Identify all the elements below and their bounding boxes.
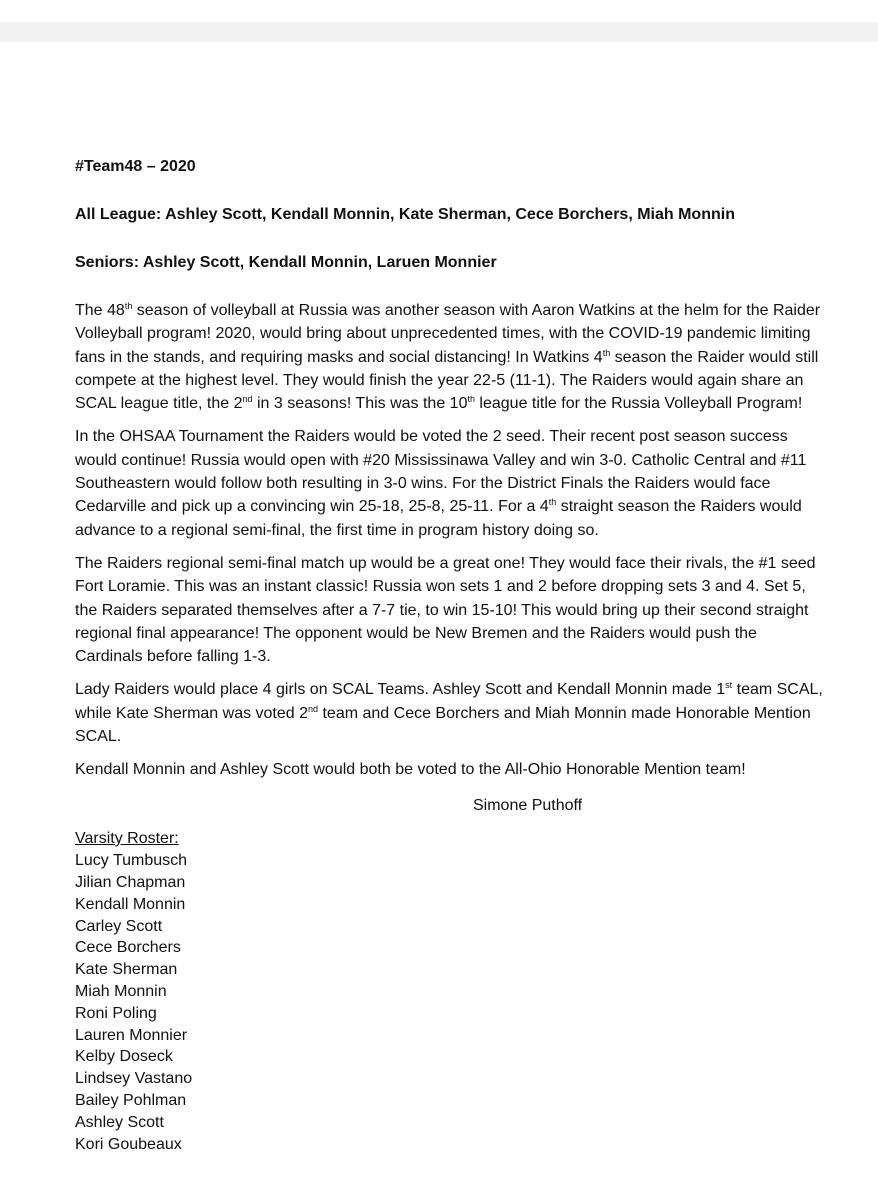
text-run: In the OHSAA Tournament the Raiders would be voted the 2 seed. Their recent post season success would continue! Russia would open with #20 Mississinawa Valley and win 3-0. Catholic Central and #11 Southeastern would follow both resulting in 3-0 wins. For the District Finals the Raiders would face Cedarville and pick up a convincing win 25-18, 25-8, 25-11. For a 4	[75, 428, 807, 516]
roster-title: Varsity Roster:	[75, 829, 179, 847]
text-run: Lady Raiders would place 4 girls on SCAL Teams. Ashley Scott and Kendall Monnin made 1	[75, 681, 726, 699]
superscript: th	[124, 301, 133, 311]
text-run: team and Cece Borchers and Miah Monnin made Honorable Mention SCAL.	[75, 704, 811, 746]
superscript: nd	[308, 703, 319, 714]
roster-item: Carley Scott	[75, 917, 163, 935]
roster-item: Cece Borchers	[75, 939, 181, 957]
paragraph-scal-teams	[75, 678, 825, 748]
roster-item: Jilian Chapman	[75, 874, 186, 892]
text-run: season the Raider would still compete at the highest level. They would finish the year 22-5 (11-1). The Raiders would again share an SCAL league title, the 2	[75, 348, 819, 413]
superscript: th	[602, 347, 611, 358]
author-signature: Simone Puthoff	[473, 796, 583, 814]
roster-item: Miah Monnin	[75, 983, 167, 1001]
roster-item: Lucy Tumbusch	[75, 852, 188, 870]
roster-item: Lindsey Vastano	[75, 1070, 193, 1088]
superscript: nd	[242, 394, 253, 405]
roster-item: Kate Sherman	[75, 961, 178, 979]
text-run: in 3 seasons! This was the 10	[252, 395, 468, 413]
roster-item: Ashley Scott	[75, 1113, 164, 1131]
superscript: th	[548, 497, 557, 508]
roster-item: Kelby Doseck	[75, 1048, 173, 1066]
text-run: The 48	[75, 302, 125, 319]
text-run: straight season the Raiders would advance to a regional semi-final, the first time in program history doing so.	[75, 498, 802, 539]
roster-item: Kori Goubeaux	[75, 1135, 182, 1153]
team-heading: #Team48 – 2020	[75, 158, 196, 175]
paragraph-tournament	[75, 425, 825, 541]
top-white-strip	[0, 0, 878, 22]
text-run: team SCAL, while Kate Sherman was voted 2	[75, 681, 823, 722]
roster-item: Bailey Pohlman	[75, 1092, 187, 1109]
seniors-heading: Seniors: Ashley Scott, Kendall Monnin, Laruen Monnier	[75, 254, 497, 271]
paragraph-regional: The Raiders regional semi-final match up would be a great one! They would face their rivals, the #1 seed Fort Loramie. This was an instant classic! Russia won sets 1 and 2 before dropping sets 3 and 4. Set 5, the Raiders separated themselves after a 7-7 tie, to win 15-10! This would bring up their second straight regional final appearance! The opponent would be New Bremen and the Raiders would push the Cardinals before falling 1-3.	[75, 554, 816, 666]
document-page	[75, 150, 825, 1155]
paragraph-season-summary	[75, 299, 825, 415]
superscript: st	[725, 680, 733, 691]
text-run: season of volleyball at Russia was another season with Aaron Watkins at the helm for the Raider Volleyball program! 2020, would bring about unprecedented times, with the COVID-19 pandemic limiting fans in the stands, and requiring masks and social distancing! In Watkins 4	[75, 302, 821, 366]
all-league-heading: All League: Ashley Scott, Kendall Monnin, Kate Sherman, Cece Borchers, Miah Monnin	[75, 206, 735, 223]
roster-item: Roni Poling	[75, 1004, 157, 1022]
superscript: th	[467, 394, 475, 405]
roster-item: Lauren Monnier	[75, 1026, 188, 1044]
roster-list	[75, 850, 825, 1155]
paragraph-all-ohio: Kendall Monnin and Ashley Scott would both be voted to the All-Ohio Honorable Mention team!	[75, 761, 746, 779]
roster-item: Kendall Monnin	[75, 895, 186, 913]
text-run: league title for the Russia Volleyball Program!	[474, 395, 803, 413]
